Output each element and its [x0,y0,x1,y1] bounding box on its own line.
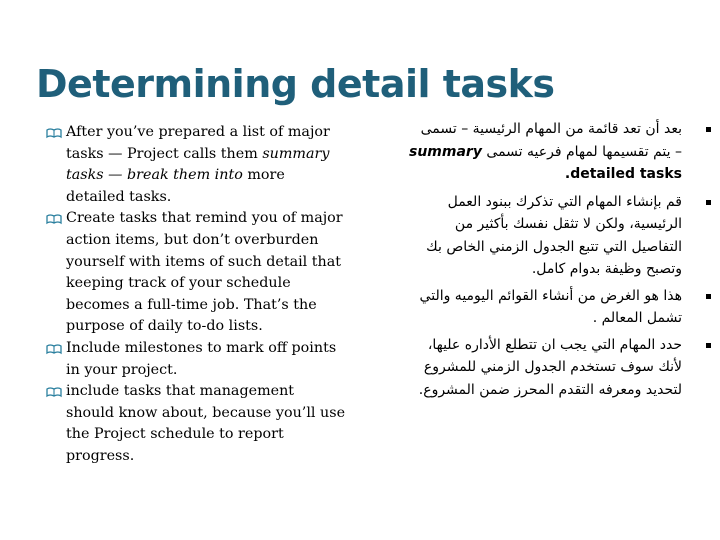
arabic-bullet-line [372,213,682,236]
square-bullet-icon [706,127,711,132]
text-segment: yourself with items of such detail that [66,253,341,270]
arabic-bullet-line [372,258,682,281]
english-bullet [46,338,366,381]
arabic-text: التفاصيل التي تتبع الجدول الزمني الخاص بك [426,238,682,255]
english-bullet [46,208,366,338]
arabic-bullet-line [372,191,682,214]
arabic-bullet-line [372,334,682,357]
english-bullet [46,381,366,467]
bullet-line [66,273,366,295]
bullet-line [66,338,366,360]
text-segment: progress. [66,447,135,464]
arabic-bullet-line [372,141,682,164]
text-segment: keeping track of your schedule [66,275,291,292]
arabic-text: حدد المهام التي يجب ان تتطلع الأداره عليها، [427,336,682,353]
bullet-line [66,252,366,274]
bullet-line [66,381,366,403]
english-bullet [46,122,366,208]
bullet-line [66,208,366,230]
text-segment: Create tasks that remind you of major [66,210,343,227]
summary-term: summary [409,143,482,160]
arabic-bullet-line [372,379,682,402]
text-segment: becomes a full-time job. That’s the [66,296,317,313]
text-segment: tasks — Project calls them [66,145,263,162]
open-book-icon [46,127,62,139]
arabic-text: لأنك سوف تستخدم الجدول الزمني للمشروع [423,359,682,375]
text-segment: include tasks that management [66,383,295,400]
arabic-text: – يتم تقسيمها لمهام فرعيه تسمى [486,143,682,160]
bullet-line [66,316,366,338]
bullet-line [66,295,366,317]
open-book-icon [46,386,62,398]
arabic-text: الرئيسية، ولكن لا تثقل نفسك بأكثير من [454,216,682,232]
arabic-bullet-line [372,118,682,141]
bullet-line [66,187,366,209]
text-segment: detailed tasks. [66,188,172,205]
arabic-bullet [372,191,682,281]
arabic-bullet [372,118,682,186]
text-segment: in your project. [66,361,178,378]
arabic-text: وتصبح وظيفة بدوام كامل. [531,261,682,277]
square-bullet-icon [706,200,711,205]
slide-title: Determining detail tasks [36,62,555,106]
bullet-line [66,446,366,468]
detailed-tasks-term: .detailed tasks [564,166,682,182]
text-segment: more [242,167,285,184]
square-bullet-icon [706,294,711,299]
square-bullet-icon [706,343,711,348]
bullet-line [66,360,366,382]
arabic-bullet [372,334,682,402]
arabic-text: لتحديد ومعرفه التقدم المحرز ضمن المشروع. [418,381,682,398]
bullet-line [66,122,366,144]
arabic-text: قم بإنشاء المهام التي تذكرك ببنود العمل [447,193,682,210]
english-bullet-list [46,122,366,468]
bullet-line [66,165,366,187]
arabic-bullet-line [372,356,682,379]
bullet-line [66,424,366,446]
arabic-bullet-line [372,163,682,186]
text-segment: should know about, because you’ll use [66,404,346,421]
arabic-text: هذا هو الغرض من أنشاء القوائم اليوميه والتي [419,287,682,304]
open-book-icon [46,213,62,225]
text-segment: action items, but don’t overburden [66,231,319,248]
arabic-bullet-line [372,285,682,308]
italic-text: summary [262,145,330,162]
bullet-line [66,230,366,252]
arabic-text: تشمل المعالم . [592,310,682,326]
text-segment: Include milestones to mark off points [66,339,337,356]
italic-text: tasks — break them into [66,167,243,184]
text-segment: the Project schedule to report [66,426,284,443]
arabic-text: بعد أن تعد قائمة من المهام الرئيسية – تسمى [420,121,682,137]
open-book-icon [46,343,62,355]
arabic-bullet-line [372,307,682,330]
arabic-bullet-line [372,236,682,259]
bullet-line [66,144,366,166]
arabic-bullet [372,285,682,330]
arabic-bullet-list [372,118,682,401]
text-segment: After you’ve prepared a list of major [66,124,330,140]
text-segment: purpose of daily to-do lists. [66,318,263,335]
bullet-line [66,403,366,425]
